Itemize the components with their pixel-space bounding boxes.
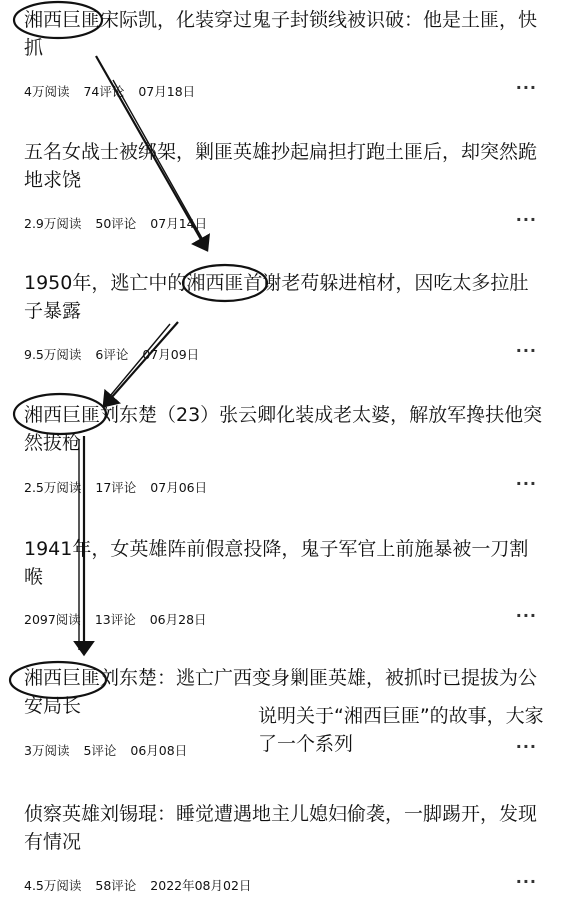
more-options-icon[interactable]: ··· [515, 341, 537, 360]
read-count: 2.9万阅读 [24, 216, 82, 231]
comment-count: 50评论 [95, 216, 137, 231]
article-meta [24, 876, 265, 894]
comment-count: 74评论 [83, 84, 125, 99]
publish-date: 07月18日 [138, 84, 196, 99]
article-title[interactable]: 湘西巨匪刘东楚（23）张云卿化装成老太婆，解放军搀扶他突然拔枪 [24, 404, 543, 454]
article-meta [24, 214, 221, 232]
article-title[interactable]: 1950年，逃亡中的湘西匪首谢老苟躲进棺材，因吃太多拉肚子暴露 [24, 272, 529, 322]
publish-date: 06月08日 [130, 743, 188, 758]
more-options-icon[interactable]: ··· [515, 737, 537, 756]
read-count: 2.5万阅读 [24, 480, 82, 495]
publish-date: 07月14日 [150, 216, 208, 231]
annotation-line: 了一个系列 [258, 733, 354, 755]
article-meta [24, 610, 221, 628]
read-count: 4.5万阅读 [24, 878, 82, 893]
article-meta [24, 345, 213, 363]
more-options-icon[interactable]: ··· [515, 872, 537, 891]
read-count: 4万阅读 [24, 84, 70, 99]
comment-count: 58评论 [95, 878, 137, 893]
publish-date: 07月06日 [150, 480, 208, 495]
more-options-icon[interactable]: ··· [515, 78, 537, 97]
comment-count: 13评论 [94, 612, 136, 627]
article-meta [24, 82, 209, 100]
comment-count: 17评论 [95, 480, 137, 495]
article-title[interactable]: 1941年，女英雄阵前假意投降，鬼子军官上前施暴被一刀割喉 [24, 538, 529, 588]
more-options-icon[interactable]: ··· [515, 474, 537, 493]
read-count: 2097阅读 [24, 612, 81, 627]
comment-count: 6评论 [95, 347, 129, 362]
read-count: 9.5万阅读 [24, 347, 82, 362]
article-meta [24, 741, 201, 759]
article-title[interactable]: 湘西巨匪刘东楚：逃亡广西变身剿匪英雄，被抓时已提拔为公安局长 [24, 667, 538, 717]
publish-date: 07月09日 [142, 347, 200, 362]
article-title[interactable]: 湘西巨匪宋际凯，化装穿过鬼子封锁线被识破：他是土匪，快抓 [24, 9, 538, 59]
comment-count: 5评论 [83, 743, 117, 758]
more-options-icon[interactable]: ··· [515, 606, 537, 625]
article-meta [24, 478, 221, 496]
annotation-line: 说明关于“湘西巨匪”的故事，大家 [258, 705, 544, 727]
article-title[interactable]: 侦察英雄刘锡琨：睡觉遭遇地主儿媳妇偷袭，一脚踢开，发现有情况 [24, 803, 538, 853]
publish-date: 2022年08月02日 [150, 878, 252, 893]
publish-date: 06月28日 [149, 612, 207, 627]
annotation-note [258, 702, 585, 758]
read-count: 3万阅读 [24, 743, 70, 758]
article-title[interactable]: 五名女战士被绑架，剿匪英雄抄起扁担打跑土匪后，却突然跪地求饶 [24, 141, 538, 191]
more-options-icon[interactable]: ··· [515, 210, 537, 229]
